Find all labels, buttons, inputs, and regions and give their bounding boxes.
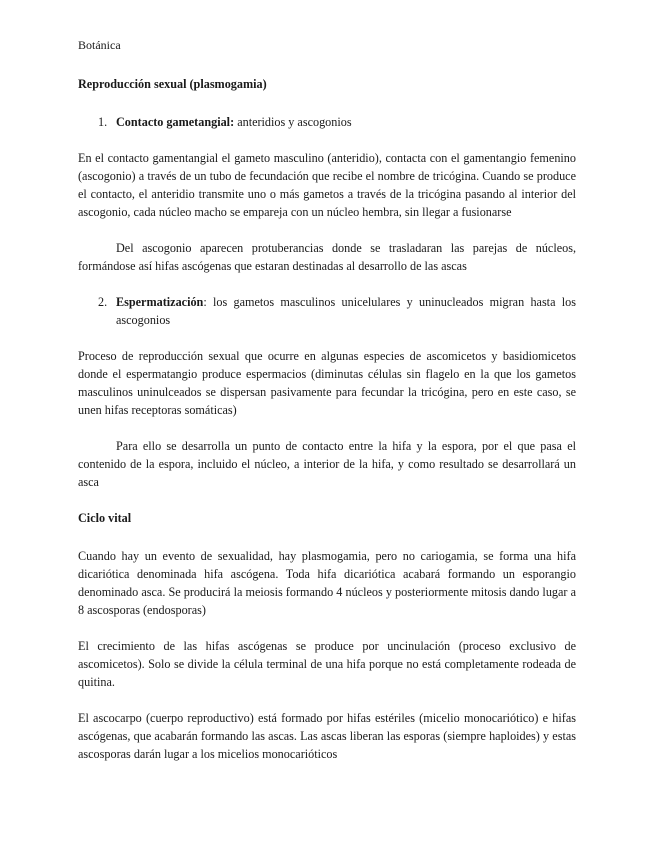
list-text <box>116 113 576 131</box>
paragraph: El crecimiento de las hifas ascógenas se produce por uncinulación (proceso exclusivo de ascomicetos). Solo se divide la célula terminal de una hifa porque no está completamente rodeada de quitina. <box>78 639 576 689</box>
list-text <box>116 293 576 329</box>
list-description: anteridios y ascogonios <box>234 115 352 129</box>
document-page <box>78 36 576 781</box>
section-title-reproduccion: Reproducción sexual (plasmogamia) <box>78 77 267 91</box>
paragraph: Cuando hay un evento de sexualidad, hay plasmogamia, pero no cariogamia, se forma una hifa dicariótica denominada hifa ascógena. Toda hifa dicariótica acabará formando un esporangio denominado asca. Se producirá la meiosis formando 4 núcleos y posteriormente mitosis dando lugar a 8 ascosporas (endosporas) <box>78 549 576 617</box>
list-description: : los gametos masculinos unicelulares y uninucleados migran hasta los ascogonios <box>116 295 576 327</box>
section-title-ciclo-vital: Ciclo vital <box>78 511 132 525</box>
list-item-contacto-gametangial <box>78 113 576 131</box>
paragraph: En el contacto gamentangial el gameto masculino (anteridio), contacta con el gamentangio femenino (ascogonio) a través de un tubo de fecundación que recibe el nombre de tricógina. Cuando se produce el contacto, el anteridio transmite uno o más gametos a través de la tricógina pasando al interior del ascogonio, cada núcleo macho se empareja con un núcleo hembra, sin llegar a fusionarse <box>78 151 576 219</box>
list-term: Contacto gametangial: <box>116 115 235 129</box>
paragraph: Proceso de reproducción sexual que ocurre en algunas especies de ascomicetos y basidiomicetos donde el espermatangio produce espermacios (diminutas células sin flagelo en la que los gametos masculinos uninulceados se dispersan pasivamente para fecundar la tricógina, pero en este caso, se unen hifas receptoras somáticas) <box>78 349 576 417</box>
paragraph: Del ascogonio aparecen protuberancias donde se trasladaran las parejas de núcleos, formándose así hifas ascógenas que estaran destinadas al desarrollo de las ascas <box>78 241 576 273</box>
paragraph: El ascocarpo (cuerpo reproductivo) está formado por hifas estériles (micelio monocariótico) e hifas ascógenas, que acabarán formando las ascas. Las ascas liberan las esporas (siempre haploides) y estas ascosporas darán lugar a los micelios monocarióticos <box>78 711 576 761</box>
list-number: 1. <box>98 115 108 129</box>
list-number: 2. <box>98 295 108 309</box>
page-header: Botánica <box>78 38 121 52</box>
list-item-espermatizacion <box>78 293 576 329</box>
paragraph: Para ello se desarrolla un punto de contacto entre la hifa y la espora, por el que pasa el contenido de la espora, incluido el núcleo, a interior de la hifa, y como resultado se desarrollará un asca <box>78 439 576 489</box>
list-term: Espermatización <box>116 295 204 309</box>
